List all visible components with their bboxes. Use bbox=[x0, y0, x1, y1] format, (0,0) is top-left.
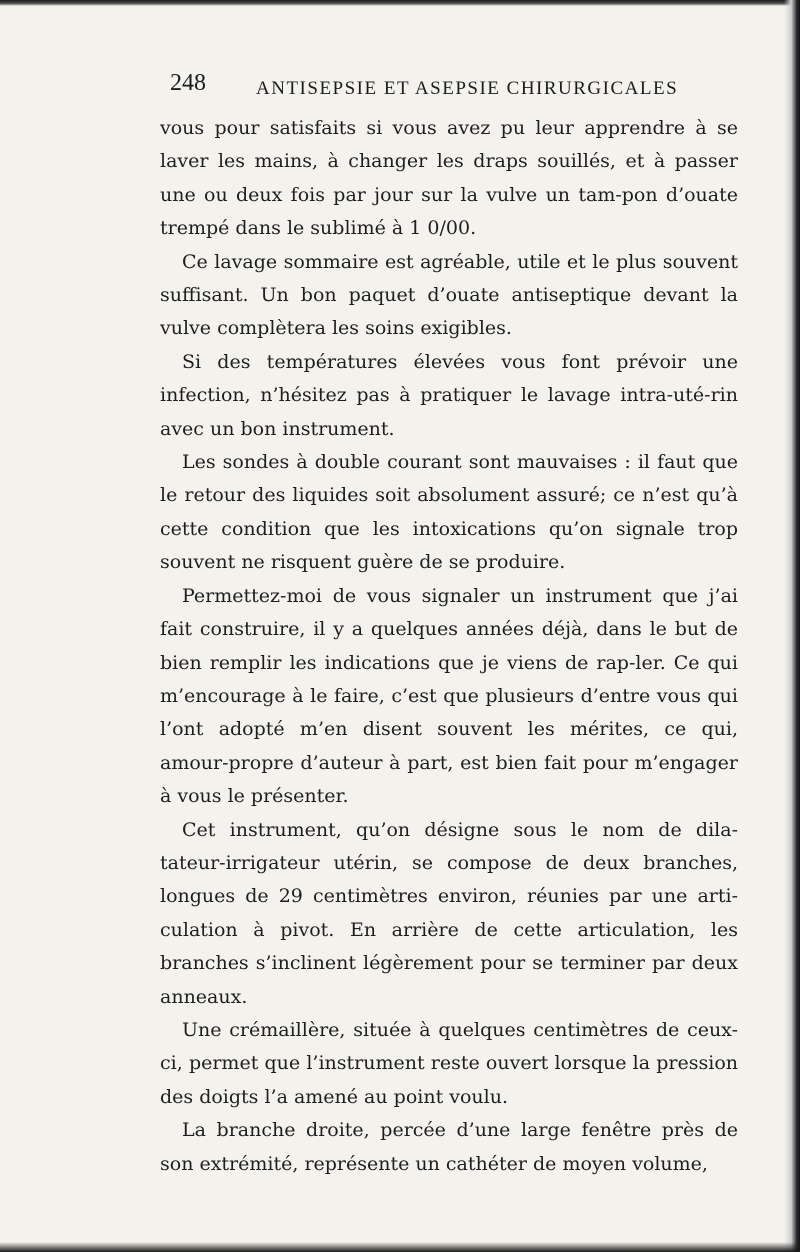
page-top-edge bbox=[0, 0, 800, 6]
paragraph: Permettez-moi de vous signaler un instrument que j’ai fait construire, il y a quelques années déjà, dans le but de bien remplir les indications que je viens de rap-ler. Ce qui m’encourage à le faire, c’est que plusieurs d’entre vous qui l’ont adopté m’en disent souvent les mérites, ce qui, amour-propre d’auteur à part, est bien fait pour m’engager à vous le présenter. bbox=[160, 584, 738, 808]
page-bottom-edge bbox=[0, 1242, 800, 1252]
paragraph: Les sondes à double courant sont mauvaises : il faut que le retour des liquides soit absolument assuré; ce n’est qu’à cette condition que les intoxications qu’on signale trop souvent ne risquent guère de se produire. bbox=[160, 451, 738, 574]
page-binding-edge bbox=[784, 0, 800, 1252]
paragraph: Cet instrument, qu’on désigne sous le nom de dila-tateur-irrigateur utérin, se compose de deux branches, longues de 29 centimètres environ, réunies par une arti-culation à pivot. En arrière de cette articulation, les branches s’inclinent légèrement pour se terminer par deux anneaux. bbox=[160, 818, 738, 1008]
page-number: 248 bbox=[170, 70, 206, 96]
paragraph: La branche droite, percée d’une large fenêtre près de son extrémité, représente un cathéter de moyen volume, bbox=[160, 1119, 738, 1175]
running-head: ANTISEPSIE ET ASEPSIE CHIRURGICALES bbox=[256, 78, 679, 99]
paragraph: Une crémaillère, située à quelques centimètres de ceux-ci, permet que l’instrument reste ouvert lorsque la pression des doigts l’a amené au point voulu. bbox=[160, 1018, 738, 1108]
page-header bbox=[170, 66, 730, 106]
paragraph: vous pour satisfaits si vous avez pu leur apprendre à se laver les mains, à changer les draps souillés, et à passer une ou deux fois par jour sur la vulve un tam-pon d’ouate trempé dans le sublimé à 1 0/00. bbox=[160, 117, 738, 240]
paragraph: Si des températures élevées vous font prévoir une infection, n’hésitez pas à pratiquer le lavage intra-uté-rin avec un bon instrument. bbox=[160, 350, 738, 440]
body-text bbox=[160, 112, 738, 1181]
paragraph: Ce lavage sommaire est agréable, utile et le plus souvent suffisant. Un bon paquet d’ouate antiseptique devant la vulve complètera les soins exigibles. bbox=[160, 250, 738, 340]
